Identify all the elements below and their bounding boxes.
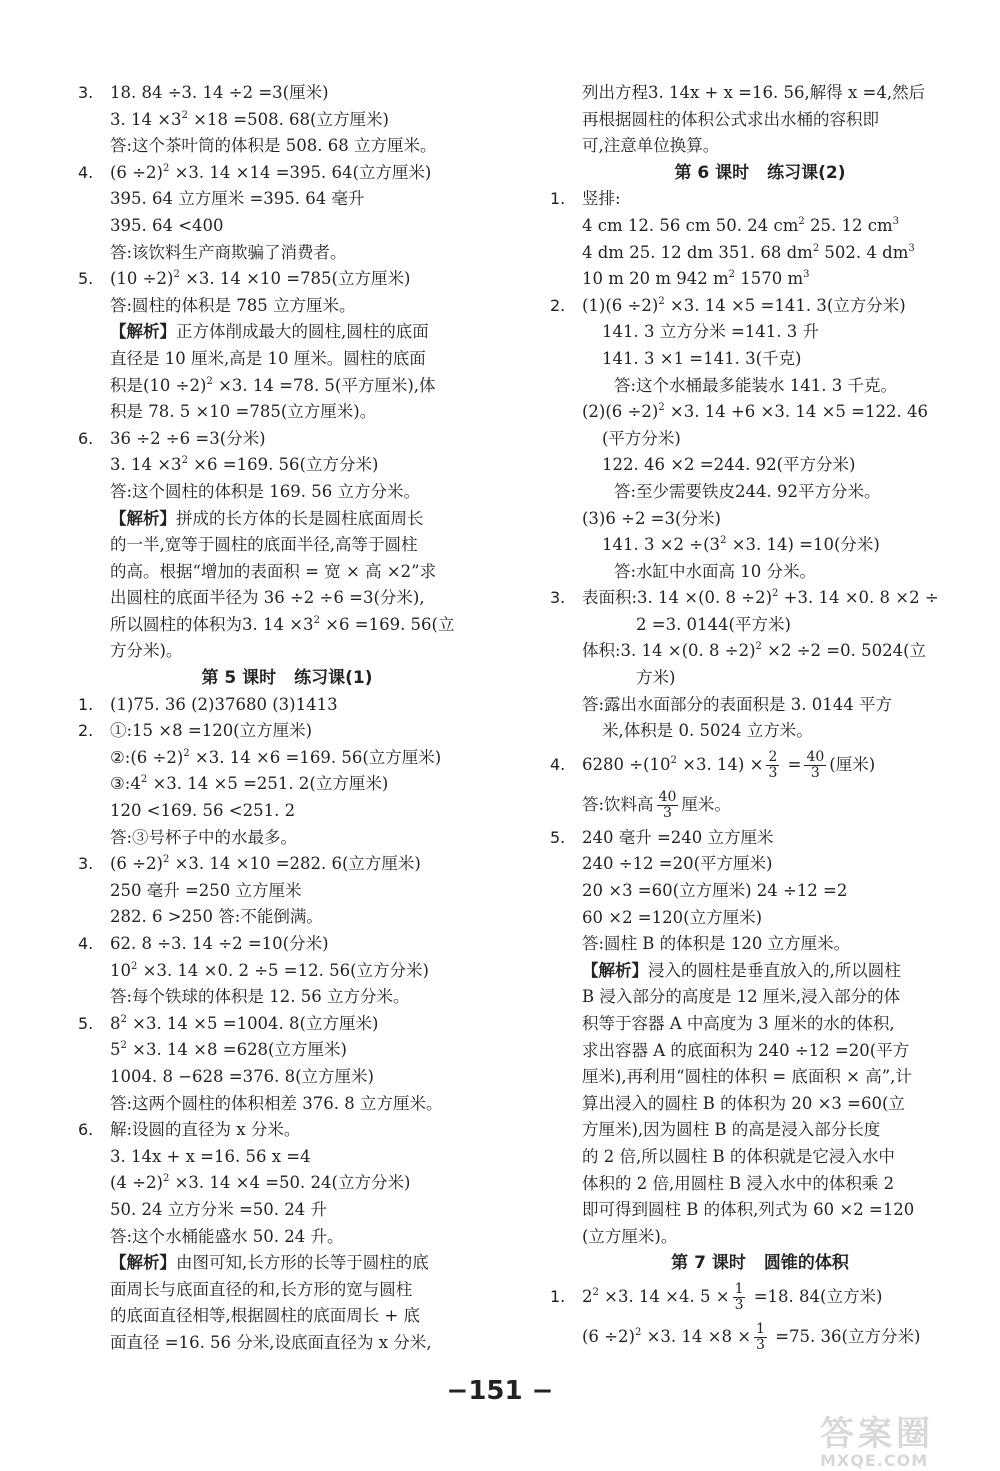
analysis-line: (立方厘米)。 [582,1226,678,1246]
analysis-line: 积等于容器 A 中高度为 3 厘米的水的体积, [582,1014,895,1033]
question-number: 1. [550,189,566,209]
answer-line: 答:该饮料生产商欺骗了消费者。 [110,242,347,262]
answer-line: 4. 62. 8 ÷3. 14 ÷2 =10(分米) [78,931,496,958]
question-number: 3. [550,588,566,608]
analysis-line: 所以圆柱的体积为3. $14 \times 3^2 \times 6 =169$. 56(立 [110,614,455,634]
answer-line: 3. $14 \times 3^2 \times 6 =169$. 56(立方分米) [110,455,379,475]
answer-line: 250 毫升 =250 立方厘米 [110,880,302,900]
answer-line: 答:饮料高 $\frac{40}{3}$ 厘米。 [582,789,731,821]
question-number: 5. [550,827,566,847]
question-number: 3. [78,854,94,874]
answer-line: (3)6 ÷2 =3(分米) [582,508,721,528]
answer-line: 体积:3. 14 ×(0. 8 ÷2)$^2$ ×2 ÷2 =0. 5024(立 [582,641,927,661]
answer-line: 3. $(6 \div 2)^2 \times 3$. 14 ×10 =282. 6(立方厘米) [78,851,496,878]
question-number: 5. [78,1013,94,1033]
question-number: 4. [78,162,94,182]
page-number: −151 − [446,1376,554,1406]
answer-line: $(4 \div 2)^2 \times 3$. 14 ×4 =50. 24(立方分米) [110,1173,411,1193]
answer-line: 395. 64 <400 [110,215,224,235]
answer-line: 50. 24 立方分米 =50. 24 升 [110,1199,328,1219]
answer-line: $10^2 \times 3$. 14 ×0. 2 ÷5 =12. 56(立方分米) [110,960,429,980]
analysis-line: 【解析】浸入的圆柱是垂直放入的,所以圆柱 [582,960,901,980]
answer-line: 2 =3. 0144(平方米) [636,614,791,634]
fraction: $\frac{40}{3}$ [806,749,825,781]
analysis-line: 列出方程3. 14x + x =16. 56,解得 x =4,然后 [582,83,926,102]
question-number: 1. [550,1286,566,1306]
answer-line: 10 m 20 m 942 $m^2$ 1570 $m^3$ [582,269,810,289]
right-column [550,80,970,1357]
question-number: 6. [78,1120,94,1140]
analysis-label: 【解析】 [110,1253,176,1273]
answer-line: 答:这个水桶能盛水 50. 24 升。 [110,1226,344,1246]
question-number: 1. [78,694,94,714]
answer-line: $③:4^2 \times 3$. 14 ×5 =251. 2(立方厘米) [110,774,389,794]
analysis-line: 的底面直径相等,根据圆柱的底面周长 + 底 [110,1306,421,1326]
answer-line: 20 ×3 =60(立方厘米) 24 ÷12 =2 [582,881,848,901]
answer-line: 答:水缸中水面高 10 分米。 [614,561,817,581]
analysis-line: 体积的 2 倍,用圆柱 B 浸入水中的体积乘 2 [582,1173,895,1193]
analysis-line: 的高。根据“增加的表面积 = 宽 × 高 ×2”求 [110,561,437,581]
analysis-line: 积是$(10 \div 2)^2 \times 3$. 14 =78. 5(平方厘米),体 [110,375,436,395]
analysis-line: 的一半,宽等于圆柱的底面半径,高等于圆柱 [110,535,418,555]
analysis-line: 再根据圆柱的体积公式求出水桶的容积即 [582,109,879,129]
answer-line: 2. ①:15 ×8 =120(立方厘米) [78,718,496,745]
question-number: 5. [78,269,94,289]
answer-line: 答:这个茶叶筒的体积是 508. 68 立方厘米。 [110,136,437,156]
answer-line: 1004. 8 −628 =376. 8(立方厘米) [110,1066,374,1086]
answer-line: 1. (1)75. 36 (2)37680 (3)1413 [78,692,496,719]
analysis-line: 积是 78. 5 ×10 =785(立方厘米)。 [110,402,377,422]
answer-line: 6. 36 ÷2 ÷6 =3(分米) [78,426,496,453]
answer-line: 3. 18. 84 ÷3. 14 ÷2 =3(厘米) [78,80,496,107]
section-heading: 第 7 课时 圆锥的体积 [671,1253,849,1274]
answer-line: 答:圆柱的体积是 785 立方厘米。 [110,295,356,315]
answer-line: 2. $(1)(6 \div 2)^2 \times 3$. 14 ×5 =141. 3(立方分米) [550,293,970,320]
answer-line: 米,体积是 0. 5024 立方米。 [602,721,813,741]
answer-line: 5. $(10 \div 2)^2 \times 3$. 14 ×10 =785(立方厘米) [78,266,496,293]
answer-line: 答:③号杯子中的水最多。 [110,827,298,847]
answer-line: 答:至少需要铁皮244. 92平方分米。 [614,481,881,501]
answer-line: $5^2 \times 3$. 14 ×8 =628(立方厘米) [110,1040,347,1060]
answer-line: 141. 3 ×1 =141. 3(千克) [602,348,802,368]
answer-line: 3. 表面积:3. 14 ×(0. 8 ÷2)$^2$ +3. 14 ×0. 8 ×2 ÷ [550,585,970,612]
analysis-line: 方厘米),因为圆柱 B 的高是浸入部分长度 [582,1120,881,1140]
answer-line: 答:露出水面部分的表面积是 3. 0144 平方 [582,694,893,714]
answer-line: 4. $(6 \div 2)^2 \times 3$. 14 ×14 =395. 64(立方厘米) [78,160,496,187]
analysis-line: 即可得到圆柱 B 的体积,列式为 60 ×2 =120 [582,1200,915,1220]
section-heading: 第 6 课时 练习课(2) [674,162,846,183]
answer-line: 答:这个圆柱的体积是 169. 56 立方分米。 [110,481,421,501]
analysis-line: 面直径 =16. 56 分米,设底面直径为 x 分米, [110,1332,432,1352]
question-number: 2. [550,295,566,315]
analysis-line: 【解析】由图可知,长方形的长等于圆柱的底 [110,1253,429,1273]
analysis-line: 方分米)。 [110,641,183,661]
fraction: $\frac{1}{3}$ [756,1321,765,1353]
answer-line: 5. $8^2 \times 3$. 14 ×5 =1004. 8(立方厘米) [78,1011,496,1038]
fraction: $\frac{1}{3}$ [734,1281,744,1313]
answer-line: 答:圆柱 B 的体积是 120 立方厘米。 [582,934,851,954]
analysis-line: 算出浸入的圆柱 B 的体积为 20 ×3 =60(立 [582,1093,905,1113]
answer-line: 141. $3 \times 2 \div(3^2 \times 3$. 14) =10(分米) [602,535,880,555]
answer-line: 答:这两个圆柱的体积相差 376. 8 立方厘米。 [110,1093,443,1113]
answer-line: ②:(6 ÷2)$^2$ ×3. 14 ×6 =169. 56(立方厘米) [110,747,442,767]
question-number: 2. [78,721,94,741]
answer-line: 5. 240 毫升 =240 立方厘米 [550,825,970,852]
analysis-line: B 浸入部分的高度是 12 厘米,浸入部分的体 [582,987,901,1007]
fraction: $\frac{2}{3}$ [768,749,778,781]
question-number: 4. [550,754,566,774]
analysis-label: 【解析】 [582,960,648,980]
analysis-line: 直径是 10 厘米,高是 10 厘米。圆柱的底面 [110,348,426,368]
analysis-line: 可,注意单位换算。 [582,136,720,156]
answer-line: (平方分米) [602,428,681,448]
answer-line: 3. $14 \times 3^2 \times 18 =508$. 68(立方厘米) [110,109,389,129]
analysis-line: 的 2 倍,所以圆柱 B 的体积就是它浸入水中 [582,1146,895,1166]
answer-line: 4 cm 12. 56 cm 50. 24 $cm^2$ 25. 12 $cm^3$ [582,215,899,235]
section-heading: 第 5 课时 练习课(1) [201,668,373,689]
answer-line: 395. 64 立方厘米 =395. 64 毫升 [110,189,365,209]
analysis-line: 出圆柱的底面半径为 36 ÷2 ÷6 =3(分米), [110,588,425,608]
answer-line: 方米) [636,668,676,688]
answer-line: 60 ×2 =120(立方厘米) [582,907,763,927]
analysis-line: 厘米),再利用“圆柱的体积 = 底面积 × 高”,计 [582,1067,912,1087]
answer-line: 282. 6 >250 答:不能倒满。 [110,907,323,927]
answer-line: 141. 3 立方分米 =141. 3 升 [602,322,820,342]
analysis-line: 求出容器 A 的底面积为 240 ÷12 =20(平方 [582,1040,910,1060]
left-column [78,80,496,1357]
answer-line: $(2)(6 \div 2)^2 \times 3$. 14 +6 ×3. 14 ×5 =122. 46 [582,402,928,422]
question-number: 4. [78,934,94,953]
fraction: $\frac{40}{3}$ [658,789,677,821]
analysis-line: 【解析】拼成的长方体的长是圆柱底面周长 [110,508,424,528]
answer-line: 240 ÷12 =20(平方厘米) [582,854,773,874]
answer-line: 答:这个水桶最多能装水 141. 3 千克。 [614,375,898,395]
question-number: 3. [78,83,94,102]
answer-line: 4. $6280 \div(10^2 \times 3$. 14) × $\frac{2}{3}$ = $\frac{40}{3}$ (厘米) [550,745,970,785]
answer-line: 4 dm 25. 12 dm 351. 68 $dm^2$ 502. 4 $dm^3$ [582,242,915,262]
analysis-line: 【解析】正方体削成最大的圆柱,圆柱的底面 [110,322,429,342]
answer-line: 1. 竖排: [550,186,970,213]
answer-line: 6. 解:设圆的直径为 x 分米。 [78,1117,496,1144]
analysis-label: 【解析】 [110,322,176,342]
answer-line: 3. 14x + x =16. 56 x =4 [110,1146,311,1166]
answer-line: 122. 46 ×2 =244. 92(平方分米) [602,455,856,475]
analysis-label: 【解析】 [110,508,176,528]
answer-line: 1. $2^2 \times 3$. 14 ×4. 5 × $\frac{1}{3}$ =18. 84(立方米) [550,1277,970,1317]
watermark-logo: 答案圈 MXQE.COM [820,1414,934,1470]
answer-line: 120 <169. 56 <251. 2 [110,801,296,821]
question-number: 6. [78,428,94,448]
answer-line: $(6 \div 2)^2 \times 3$. 14 ×8 × $\frac{1}{3}$ =75. 36(立方分米) [582,1321,921,1353]
analysis-line: 面周长与底面直径的和,长方形的宽与圆柱 [110,1279,413,1299]
answer-line: 答:每个铁球的体积是 12. 56 立方分米。 [110,987,410,1007]
